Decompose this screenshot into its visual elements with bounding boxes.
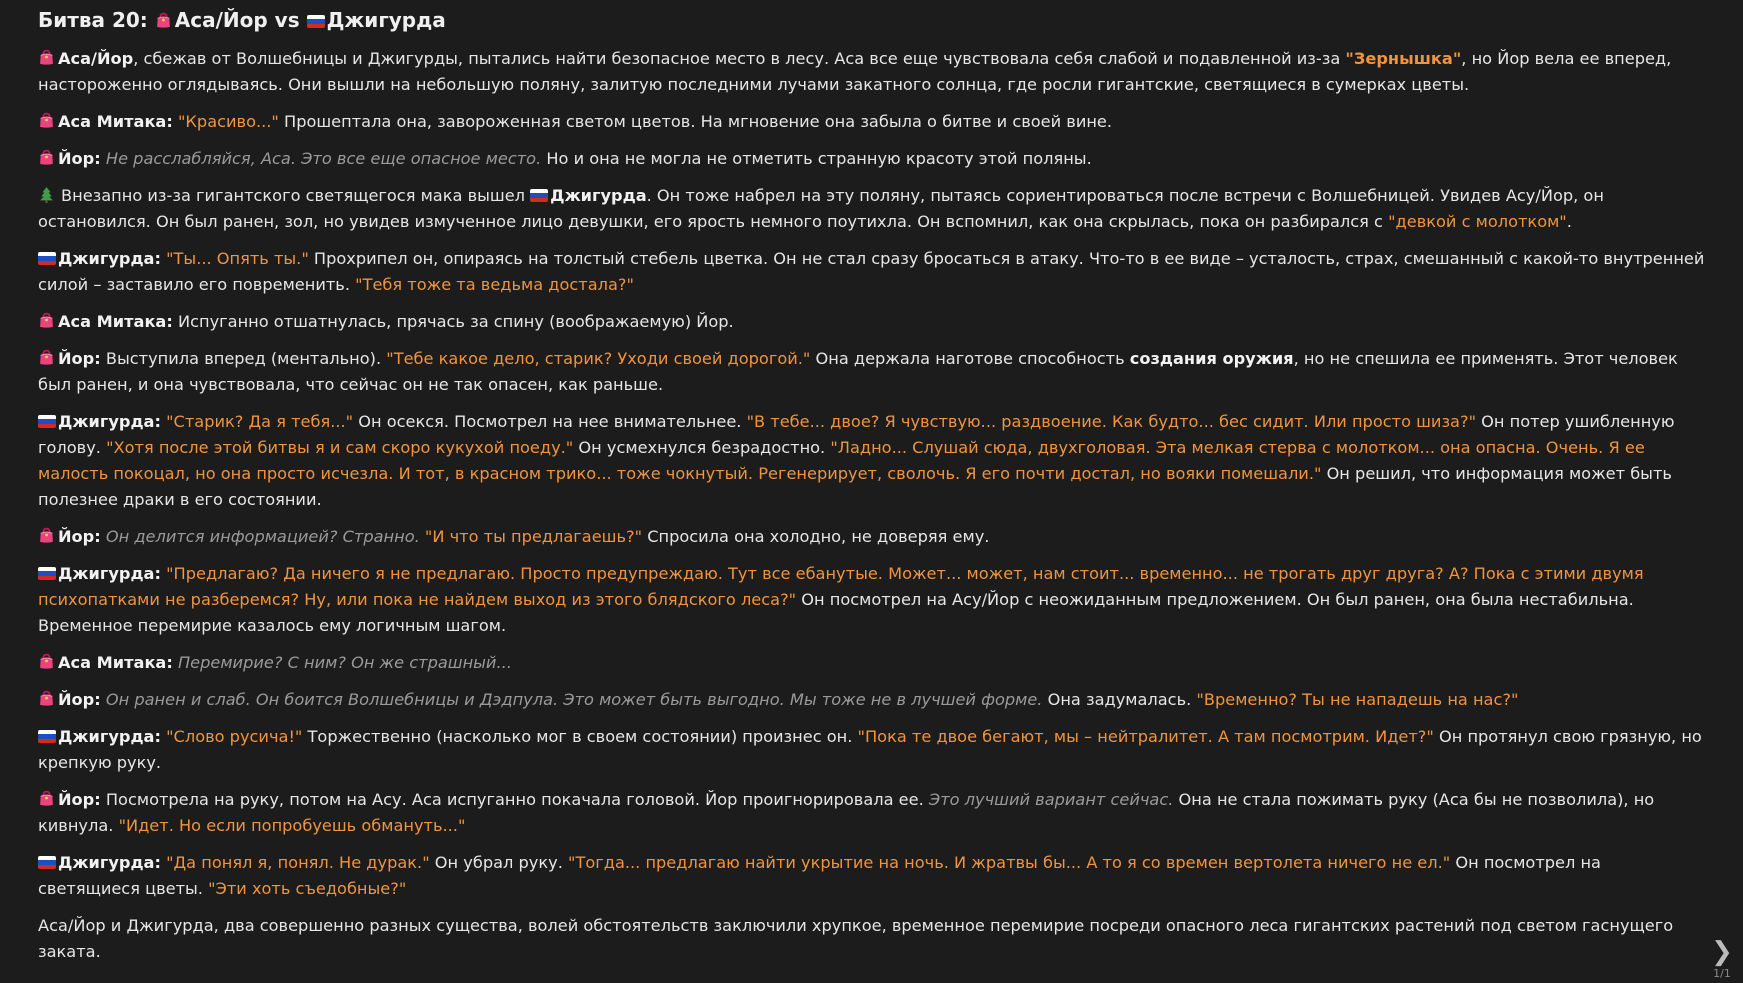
narration: , сбежав от Волшебницы и Джигурды, пытались найти безопасное место в лесу. Аса все еще чувствовала себя слабой и подавленной из-за	[133, 49, 1346, 68]
quote: "Зернышка"	[1345, 49, 1462, 68]
narration: , но Йор вела ее вперед, настороженно оглядываясь. Они вышли на небольшую поляну, залитую последними лучами закатного солнца, где росли гигантские, светящиеся в сумерках цветы.	[38, 49, 1672, 94]
pouch-icon	[38, 790, 55, 807]
pouch-icon	[38, 149, 55, 166]
narration: Внезапно из-за гигантского светящегося мака вышел	[61, 186, 531, 205]
message-pager	[1707, 937, 1737, 981]
quote: "Временно? Ты не нападешь на нас?"	[1196, 690, 1519, 709]
russia-flag-icon	[38, 567, 56, 580]
paragraph-4	[38, 183, 1707, 235]
page-counter: 1/1	[1713, 967, 1731, 980]
speaker-name: Йор:	[58, 790, 101, 809]
quote: "Идет. Но если попробуешь обмануть..."	[118, 816, 466, 835]
bold-term: создания оружия	[1129, 349, 1294, 368]
tree-icon	[38, 186, 55, 203]
chevron-right-icon[interactable]: ❯	[1711, 937, 1733, 967]
pouch-icon	[38, 349, 55, 366]
speaker-name: Йор:	[58, 349, 101, 368]
paragraph-11	[38, 650, 1707, 676]
speaker-name: Аса Митака:	[58, 112, 173, 131]
narration: Но и она не могла не отметить странную красоту этой поляны.	[541, 149, 1092, 168]
quote: "Эти хоть съедобные?"	[208, 879, 407, 898]
quote: "девкой с молотком"	[1388, 212, 1567, 231]
title-vs: vs	[274, 8, 300, 32]
paragraph-10	[38, 561, 1707, 639]
speaker-name: Джигурда:	[58, 412, 161, 431]
narration: Он убрал руку.	[429, 853, 569, 872]
speaker-name: Йор:	[58, 690, 101, 709]
speaker-name: Аса Митака:	[58, 653, 173, 672]
pouch-icon	[155, 12, 172, 29]
quote: "Ты... Опять ты."	[166, 249, 309, 268]
russia-flag-icon	[38, 730, 56, 743]
paragraph-8	[38, 409, 1707, 513]
title-fighter-a: Аса/Йор	[174, 8, 268, 32]
quote: "Предлагаю? Да ничего я не предлагаю. Просто предупреждаю. Тут все ебанутые. Может... может, нам стоит... временно... не трогать друг друга? А? Пока с этими двумя психопатками не разберемся? Ну, или пока не найдем выход из этого блядского леса?"	[38, 564, 1644, 609]
narration: Он осекся. Посмотрел на нее внимательнее.	[353, 412, 747, 431]
narration: .	[1566, 212, 1572, 231]
speaker-name: Йор:	[58, 149, 101, 168]
quote: "Тогда... предлагаю найти укрытие на ночь. И жратвы бы... А то я со времен вертолета ничего не ел."	[568, 853, 1451, 872]
pouch-icon	[38, 527, 55, 544]
speaker-name: Йор:	[58, 527, 101, 546]
speaker-name: Джигурда	[550, 186, 647, 205]
pouch-icon	[38, 690, 55, 707]
thought: Он делится информацией? Странно.	[105, 527, 420, 546]
narration: Он усмехнулся безрадостно.	[573, 438, 831, 457]
quote: "Да понял я, понял. Не дурак."	[166, 853, 430, 872]
speaker-name: Джигурда:	[58, 564, 161, 583]
pouch-icon	[38, 112, 55, 129]
narration: Она держала наготове способность	[810, 349, 1130, 368]
narration: Он решил, что информация может быть полезнее драки в его состоянии.	[38, 464, 1672, 509]
thought: Он ранен и слаб. Он боится Волшебницы и Дэдпула. Это может быть выгодно. Мы тоже не в лучшей форме.	[105, 690, 1043, 709]
speaker-name: Аса/Йор	[58, 49, 134, 68]
quote: "Ладно... Слушай сюда, двухголовая. Эта мелкая стерва с молотком... она опасна. Очень. Я ее малость покоцал, но она просто исчезла. И тот, в красном трико... тоже чокнутый. Регенерирует, сволочь. Я его почти достал, но вояки помешали."	[38, 438, 1645, 483]
paragraph-9	[38, 524, 1707, 550]
narration: Он посмотрел на светящиеся цветы.	[38, 853, 1601, 898]
pouch-icon	[38, 312, 55, 329]
paragraph-1	[38, 46, 1707, 98]
battle-title	[38, 4, 1707, 36]
title-fighter-b: Джигурда	[326, 8, 446, 32]
narration: Посмотрела на руку, потом на Асу. Аса испуганно покачала головой. Йор проигнорировала ее.	[100, 790, 929, 809]
narration: . Он тоже набрел на эту поляну, пытаясь сориентироваться после встречи с Волшебницей. Увидев Асу/Йор, он остановился. Он был ранен, зол, но увидев измученное лицо девушки, его ярость немного поутихла. Он вспомнил, как она скрылась, пока он разбирался с	[38, 186, 1604, 231]
narration: Аса/Йор и Джигурда, два совершенно разных существа, волей обстоятельств заключили хрупкое, временное перемирие посреди опасного леса гигантских растений под светом гаснущего заката.	[38, 916, 1674, 961]
quote: "Старик? Да я тебя..."	[166, 412, 354, 431]
russia-flag-icon	[38, 252, 56, 265]
thought: Не расслабляйся, Аса. Это все еще опасное место.	[105, 149, 542, 168]
quote: "Пока те двое бегают, мы – нейтралитет. А там посмотрим. Идет?"	[857, 727, 1434, 746]
paragraph-6	[38, 309, 1707, 335]
russia-flag-icon	[307, 15, 325, 28]
paragraph-2	[38, 109, 1707, 135]
narration: Она не стала пожимать руку (Аса бы не позволила), но кивнула.	[38, 790, 1655, 835]
speaker-name: Джигурда:	[58, 853, 161, 872]
quote: "Красиво..."	[177, 112, 279, 131]
thought: Перемирие? С ним? Он же страшный...	[177, 653, 512, 672]
pouch-icon	[38, 49, 55, 66]
paragraph-14	[38, 787, 1707, 839]
narration: Он потер ушибленную голову.	[38, 412, 1675, 457]
speaker-name: Аса Митака:	[58, 312, 173, 331]
paragraph-7	[38, 346, 1707, 398]
quote: "В тебе... двое? Я чувствую... раздвоение. Как будто... бес сидит. Или просто шиза?"	[746, 412, 1477, 431]
narration: Он протянул свою грязную, но крепкую руку.	[38, 727, 1702, 772]
paragraph-16	[38, 913, 1707, 965]
quote: "Тебя тоже та ведьма достала?"	[355, 275, 634, 294]
paragraph-15	[38, 850, 1707, 902]
narration: Выступила вперед (ментально).	[100, 349, 387, 368]
paragraph-3	[38, 146, 1707, 172]
russia-flag-icon	[38, 856, 56, 869]
paragraph-5	[38, 246, 1707, 298]
pouch-icon	[38, 653, 55, 670]
narration: Торжественно (насколько мог в своем состоянии) произнес он.	[302, 727, 858, 746]
quote: "Хотя после этой битвы я и сам скоро кукухой поеду."	[106, 438, 574, 457]
thought: Это лучший вариант сейчас.	[928, 790, 1174, 809]
quote: "И что ты предлагаешь?"	[419, 527, 643, 546]
narration: Прохрипел он, опираясь на толстый стебель цветка. Он не стал сразу бросаться в атаку. Что-то в ее виде – усталость, страх, смешанный с какой-то внутренней силой – заставило его повременить.	[38, 249, 1705, 294]
speaker-name: Джигурда:	[58, 249, 161, 268]
narration: Испуганно отшатнулась, прячась за спину (воображаемую) Йор.	[172, 312, 734, 331]
paragraph-13	[38, 724, 1707, 776]
title-prefix: Битва 20:	[38, 8, 148, 32]
quote: "Тебе какое дело, старик? Уходи своей дорогой."	[386, 349, 811, 368]
narration: Прошептала она, завороженная светом цветов. На мгновение она забыла о битве и своей вине.	[278, 112, 1113, 131]
paragraph-12	[38, 687, 1707, 713]
narration: Спросила она холодно, не доверяя ему.	[642, 527, 990, 546]
russia-flag-icon	[530, 189, 548, 202]
speaker-name: Джигурда:	[58, 727, 161, 746]
russia-flag-icon	[38, 415, 56, 428]
narration: Она задумалась.	[1042, 690, 1197, 709]
quote: "Слово русича!"	[166, 727, 303, 746]
narration: Он посмотрел на Асу/Йор с неожиданным предложением. Он был ранен, она была нестабильна. Временное перемирие казалось ему логичным шагом.	[38, 590, 1634, 635]
narration: , но не спешила ее применять. Этот человек был ранен, и она чувствовала, что сейчас он не так опасен, как раньше.	[38, 349, 1678, 394]
